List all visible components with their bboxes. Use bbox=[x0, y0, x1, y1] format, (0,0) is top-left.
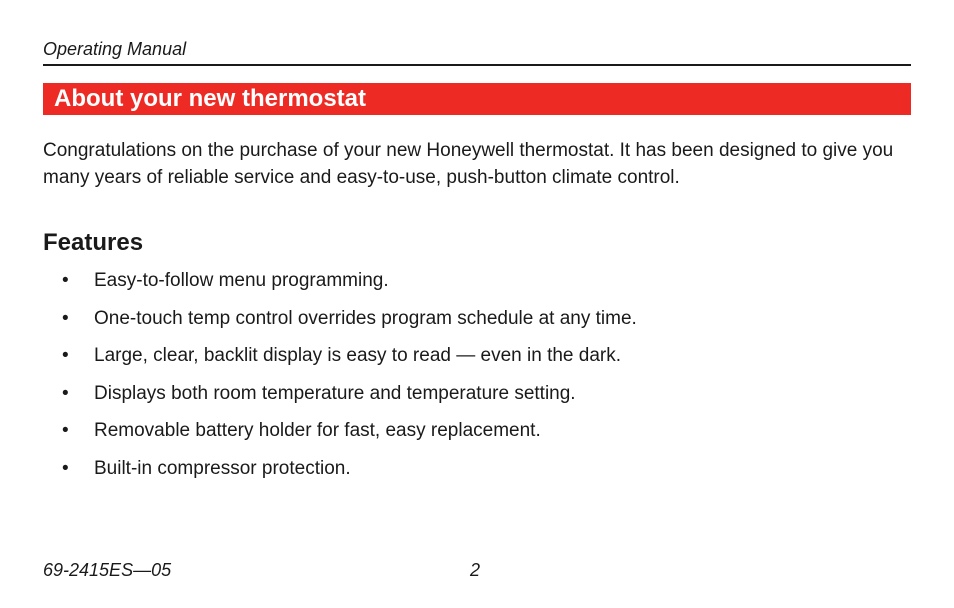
page-number: 2 bbox=[470, 560, 481, 580]
section-title-band bbox=[43, 83, 911, 115]
feature-text: Displays both room temperature and temperature setting. bbox=[94, 382, 576, 404]
bullet-icon: • bbox=[62, 420, 69, 441]
feature-item bbox=[43, 304, 903, 342]
feature-item bbox=[43, 379, 903, 417]
feature-text: Removable battery holder for fast, easy replacement. bbox=[94, 420, 541, 441]
bullet-icon: • bbox=[62, 307, 69, 329]
features-heading: Features bbox=[43, 229, 144, 256]
feature-item bbox=[43, 266, 903, 304]
feature-list bbox=[43, 266, 903, 491]
document-number: 69-2415ES—05 bbox=[43, 560, 172, 580]
header-rule bbox=[43, 64, 911, 66]
feature-item bbox=[43, 454, 903, 492]
bullet-icon: • bbox=[62, 270, 69, 291]
feature-text: Built-in compressor protection. bbox=[94, 457, 351, 479]
bullet-icon: • bbox=[62, 345, 69, 366]
running-header: Operating Manual bbox=[43, 39, 187, 59]
section-title: About your new thermostat bbox=[54, 85, 367, 112]
feature-text: Easy-to-follow menu programming. bbox=[94, 270, 389, 291]
feature-text: One-touch temp control overrides program schedule at any time. bbox=[94, 307, 637, 329]
bullet-icon: • bbox=[62, 382, 69, 404]
feature-text: Large, clear, backlit display is easy to read — even in the dark. bbox=[94, 345, 621, 366]
intro-paragraph: Congratulations on the purchase of your new Honeywell thermostat. It has been designed to give you many years of reliable service and easy-to-use, push-button climate control. bbox=[43, 140, 894, 188]
bullet-icon: • bbox=[62, 457, 69, 479]
feature-item bbox=[43, 341, 903, 379]
feature-item bbox=[43, 416, 903, 454]
